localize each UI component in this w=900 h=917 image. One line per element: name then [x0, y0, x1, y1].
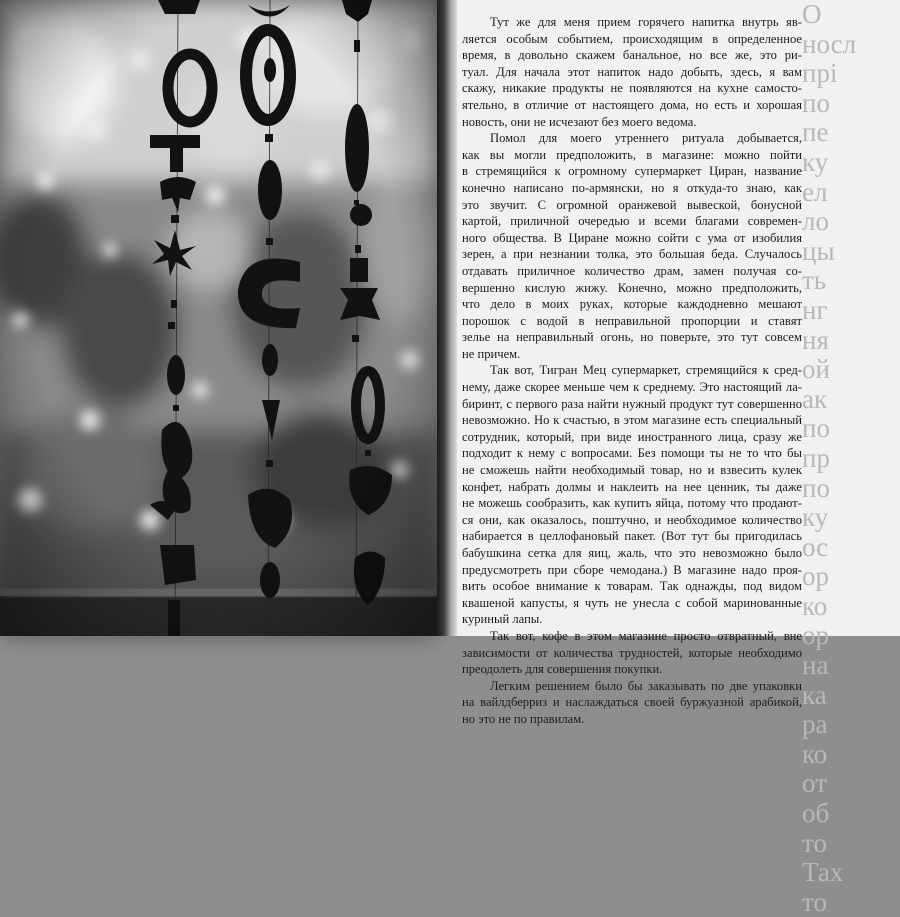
- text-line: что дело в моих руках, которые каждодневно мешают: [462, 297, 802, 312]
- text-line: порошок с водой в неправильной пропорции и ставят: [462, 313, 802, 328]
- book-gutter: [437, 0, 457, 636]
- bleed-through-fragment: на: [802, 650, 829, 681]
- bleed-through-fragment: ня: [802, 324, 829, 355]
- paragraph: [462, 362, 802, 628]
- right-page: [457, 0, 900, 917]
- text-line: ляется особым событием, происходящим в определенное: [462, 31, 802, 46]
- bleed-through-fragment: нг: [802, 294, 828, 325]
- text-line: как вы могли предположить, в магазине: можно пойти: [462, 147, 802, 162]
- text-line: нему, даже скорее меньше чем к среднему. Это настоящий ла-: [462, 380, 802, 395]
- bleed-through-fragment: ор: [802, 620, 829, 651]
- text-line: не можешь сообразить, как купить яйца, потому что продают-: [462, 496, 802, 511]
- bleed-through-fragment: ку: [802, 502, 829, 533]
- bleed-through-fragment: Тах: [802, 857, 844, 888]
- text-line: конфет, набрать долмы и наклеить на нее ценник, ты даже: [462, 479, 802, 494]
- text-line: квашеной капусты, я чуть не унесла с собой маринованные: [462, 595, 802, 610]
- text-line: Так вот, кофе в этом магазине просто отвратный, вне: [490, 628, 802, 643]
- bleed-through-fragment: ка: [802, 679, 827, 710]
- text-line: предусмотреть при сборе чемодана.) В магазине надо проя-: [462, 562, 802, 577]
- bleed-through-text: [802, 0, 900, 917]
- text-line: подходит к нему с вопросами. Без помощи ты не то что бы: [462, 446, 802, 461]
- text-line: куриный лапы.: [462, 612, 543, 627]
- text-line: зелье на неправильный огонь, но поверьте, это тут совсем: [462, 330, 802, 345]
- text-line: на вайлдберриз и наслаждаться своей буржуазной арабикой,: [462, 695, 802, 710]
- bleed-through-fragment: пе: [802, 117, 829, 148]
- text-line: зависимости от количества трудностей, которые необходимо: [462, 645, 802, 660]
- text-line: конечно написано по-армянски, но я откуда-то знаю, как: [462, 180, 802, 195]
- text-line: но это не по правилам.: [462, 711, 585, 726]
- bleed-through-fragment: по: [802, 472, 830, 503]
- text-line: картой, приличной очередью и всеми благами современ-: [462, 214, 802, 229]
- text-line: ного общества. В Циране можно сойти с ума от изобилия: [462, 230, 802, 245]
- body-text: [462, 14, 802, 728]
- bleed-through-fragment: пр: [802, 442, 830, 473]
- bleed-through-fragment: то: [802, 886, 827, 917]
- text-line: Так вот, Тигран Мец супермаркет, стремящийся к сред-: [490, 363, 802, 378]
- text-line: набирается в целлофановый пакет. (Вот тут бы пригодилась: [462, 529, 802, 544]
- left-page-photo: [0, 0, 437, 636]
- text-line: преодолеть для совершения покупки.: [462, 662, 663, 677]
- bleed-through-fragment: носл: [802, 28, 857, 59]
- text-line: сотрудник, который, при виде иностранного лица, сразу же: [462, 429, 802, 444]
- bleed-through-fragment: цы: [802, 235, 835, 266]
- text-line: в стремящийся к огромному супермаркет Циран, название: [462, 164, 802, 179]
- text-line: это звучит. С огромной оранжевой вывеской, бонусной: [462, 197, 802, 212]
- paragraph: [462, 628, 802, 678]
- text-line: вить особое внимание к товарам. Так однажды, под видом: [462, 579, 802, 594]
- bleed-through-fragment: ос: [802, 531, 829, 562]
- text-line: биринт, с первого раза найти нужный продукт тут совершенно: [462, 396, 802, 411]
- paragraph: [462, 14, 802, 130]
- text-line: ся они, как оказалось, поштучно, и необходимое количество: [462, 512, 802, 527]
- paragraph: [462, 130, 802, 362]
- text-line: ятельно, в отличие от настоящего дома, но есть и хорошая: [462, 97, 802, 112]
- bleed-through-fragment: от: [802, 768, 827, 799]
- text-line: вершенно кислую жижу. Конечно, можно предположить,: [462, 280, 802, 295]
- bleed-through-fragment: ку: [802, 146, 829, 177]
- bleed-through-fragment: ло: [802, 206, 829, 237]
- bleed-through-fragment: то: [802, 827, 827, 858]
- bleed-through-fragment: по: [802, 413, 830, 444]
- window-ornaments-photo: [0, 0, 437, 636]
- bleed-through-fragment: ор: [802, 561, 829, 592]
- text-line: скажу, никакие продукты не появляются на кухне самосто-: [462, 81, 802, 96]
- bleed-through-fragment: об: [802, 798, 830, 829]
- bleed-through-fragment: ел: [802, 176, 828, 207]
- bleed-through-fragment: ко: [802, 738, 828, 769]
- text-line: время, в довольно скажем банальное, но все же, это ри-: [462, 48, 802, 63]
- paragraph: [462, 678, 802, 728]
- text-line: зерен, а при незнании толка, это большая беда. Случалось: [462, 247, 802, 262]
- bleed-through-fragment: О: [802, 0, 822, 29]
- text-line: Помол для моего утреннего ритуала добывается,: [490, 131, 802, 146]
- bleed-through-fragment: ко: [802, 590, 828, 621]
- text-line: бабушкина сетка для яиц, жаль, что это невозможно было: [462, 546, 802, 560]
- text-line: отдавать приличное количество драм, замен получая со-: [462, 263, 802, 278]
- bleed-through-fragment: ой: [802, 354, 830, 385]
- bleed-through-fragment: по: [802, 87, 830, 118]
- bleed-through-fragment: прі: [802, 58, 838, 89]
- text-line: Легким решением было бы заказывать по две упаковки: [490, 678, 802, 693]
- text-line: туал. Для начала этот напиток надо добыть, здесь, я вам: [462, 64, 802, 79]
- bleed-through-fragment: ть: [802, 265, 827, 296]
- text-line: новость, они не исчезают без моего ведома.: [462, 114, 697, 129]
- text-line: невозможно. Но к счастью, в этом магазине есть специальный: [462, 413, 802, 428]
- bleed-through-fragment: ра: [802, 709, 828, 740]
- bleed-through-fragment: ак: [802, 383, 828, 414]
- text-line: не причем.: [462, 346, 521, 361]
- text-line: Тут же для меня прием горячего напитка внутрь яв-: [490, 15, 802, 29]
- text-line: не сможешь найти необходимый товар, но и взвесить кулек: [462, 463, 802, 478]
